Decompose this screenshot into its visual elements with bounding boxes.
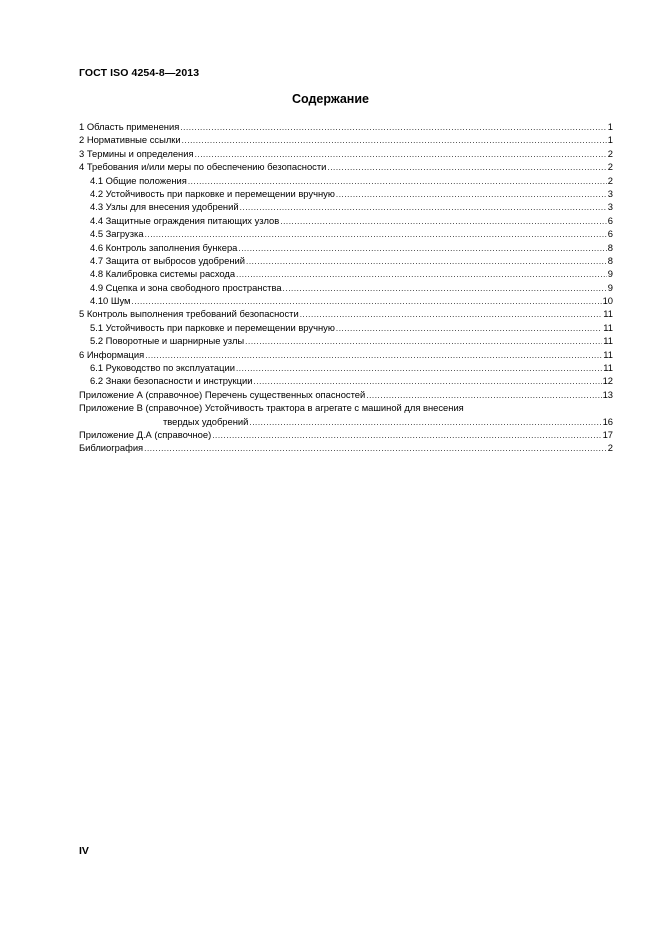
leader-dots bbox=[240, 200, 607, 214]
toc-entry[interactable] bbox=[79, 334, 613, 347]
leader-dots bbox=[238, 241, 606, 255]
leader-dots bbox=[300, 307, 603, 321]
toc-entry-label: 6.2 Знаки безопасности и инструкции bbox=[90, 375, 253, 387]
toc-entry[interactable] bbox=[79, 254, 613, 267]
toc-entry[interactable] bbox=[79, 147, 613, 160]
leader-dots bbox=[145, 227, 607, 241]
toc-entry-label: 4.8 Калибровка системы расхода bbox=[90, 268, 236, 280]
toc-entry-page: 11 bbox=[603, 335, 613, 347]
leader-dots bbox=[188, 174, 607, 188]
toc-entry-label: 4.4 Защитные ограждения питающих узлов bbox=[90, 214, 280, 226]
toc-entry-page: 17 bbox=[602, 428, 613, 440]
toc-entry-page: 11 bbox=[603, 321, 613, 333]
toc-entry-label: 4.2 Устойчивость при парковке и перемещении вручную bbox=[90, 187, 335, 199]
leader-dots bbox=[236, 361, 602, 375]
toc-entry[interactable] bbox=[79, 227, 613, 240]
toc-entry-label: 4.7 Защита от выбросов удобрений bbox=[90, 254, 245, 266]
toc-entry-label: 4.10 Шум bbox=[90, 295, 131, 307]
toc-entry-page: 6 bbox=[607, 214, 613, 226]
toc-entry-label: 4.5 Загрузка bbox=[90, 228, 144, 240]
leader-dots bbox=[180, 120, 606, 134]
toc-entry-page: 8 bbox=[607, 254, 613, 266]
toc-entry[interactable] bbox=[79, 214, 613, 227]
toc-entry-annex-b[interactable] bbox=[79, 401, 613, 428]
toc-entry-page: 11 bbox=[603, 308, 613, 320]
toc-entry-label: 5.2 Поворотные и шарнирные узлы bbox=[90, 335, 245, 347]
toc-entry[interactable] bbox=[79, 294, 613, 307]
leader-dots bbox=[253, 374, 601, 388]
leader-dots bbox=[145, 348, 602, 362]
toc-entry-page: 11 bbox=[603, 348, 613, 360]
toc-entry[interactable] bbox=[79, 374, 613, 387]
toc-entry-page: 12 bbox=[602, 375, 613, 387]
toc-entry[interactable] bbox=[79, 200, 613, 213]
toc-entry-label: Приложение В (справочное) Устойчивость трактора в агрегате с машиной для внесения bbox=[79, 402, 464, 414]
toc-entry-label: 6 Информация bbox=[79, 348, 145, 360]
leader-dots bbox=[249, 415, 601, 429]
toc-entry[interactable] bbox=[79, 133, 613, 146]
leader-dots bbox=[336, 187, 607, 201]
toc-entry[interactable] bbox=[79, 241, 613, 254]
table-of-contents bbox=[79, 120, 613, 455]
toc-entry-label: 6.1 Руководство по эксплуатации bbox=[90, 362, 235, 374]
toc-entry[interactable] bbox=[79, 267, 613, 280]
leader-dots bbox=[131, 294, 601, 308]
leader-dots bbox=[327, 160, 606, 174]
leader-dots bbox=[212, 428, 601, 442]
toc-entry-label: 1 Область применения bbox=[79, 121, 180, 132]
toc-entry-label: 2 Нормативные ссылки bbox=[79, 134, 181, 146]
toc-entry-page: 8 bbox=[607, 241, 613, 253]
toc-entry-page: 2 bbox=[607, 442, 613, 454]
toc-entry[interactable] bbox=[79, 174, 613, 187]
toc-entry-label: 4.6 Контроль заполнения бункера bbox=[90, 241, 238, 253]
leader-dots bbox=[366, 388, 601, 402]
leader-dots bbox=[144, 441, 607, 455]
toc-entry[interactable] bbox=[79, 428, 613, 441]
leader-dots bbox=[336, 321, 602, 335]
document-code: ГОСТ ISO 4254-8—2013 bbox=[79, 67, 200, 79]
toc-entry-label: 4.3 Узлы для внесения удобрений bbox=[90, 201, 239, 213]
toc-entry-page: 2 bbox=[607, 147, 613, 159]
toc-entry-label: Приложение Д.А (справочное) bbox=[79, 428, 212, 440]
toc-entry-page: 3 bbox=[607, 201, 613, 213]
toc-entry-page: 16 bbox=[602, 415, 613, 427]
toc-entry[interactable] bbox=[79, 160, 613, 173]
toc-entry-page: 11 bbox=[603, 362, 613, 374]
leader-dots bbox=[245, 334, 602, 348]
toc-entry-page: 13 bbox=[602, 388, 613, 400]
toc-entry-page: 2 bbox=[607, 161, 613, 173]
toc-entry[interactable] bbox=[79, 441, 613, 454]
toc-title: Содержание bbox=[291, 92, 369, 106]
toc-entry[interactable] bbox=[79, 348, 613, 361]
toc-entry-label-continued: твердых удобрений bbox=[163, 415, 249, 427]
leader-dots bbox=[280, 214, 607, 228]
toc-entry-label: 4.1 Общие положения bbox=[90, 174, 187, 186]
toc-entry-label: Библиография bbox=[79, 442, 144, 454]
leader-dots bbox=[195, 147, 607, 161]
page-number: IV bbox=[79, 845, 89, 857]
toc-entry-label: 4 Требования и/или меры по обеспечению безопасности bbox=[79, 161, 327, 173]
toc-entry-label: 3 Термины и определения bbox=[79, 147, 194, 159]
toc-entry-page: 3 bbox=[607, 187, 613, 199]
toc-entry[interactable] bbox=[79, 307, 613, 320]
toc-entry-page: 1 bbox=[607, 121, 613, 132]
leader-dots bbox=[182, 133, 607, 147]
toc-entry-page: 9 bbox=[607, 268, 613, 280]
toc-entry-label: 5 Контроль выполнения требований безопасности bbox=[79, 308, 299, 320]
toc-entry-page: 2 bbox=[607, 174, 613, 186]
toc-entry[interactable] bbox=[79, 321, 613, 334]
leader-dots bbox=[246, 254, 607, 268]
leader-dots bbox=[283, 281, 607, 295]
toc-entry-label: Приложение А (справочное) Перечень существенных опасностей bbox=[79, 388, 366, 400]
toc-entry-label: 4.9 Сцепка и зона свободного пространства bbox=[90, 281, 282, 293]
toc-entry-page: 9 bbox=[607, 281, 613, 293]
toc-entry-page: 1 bbox=[607, 134, 613, 146]
toc-entry-label: 5.1 Устойчивость при парковке и перемещении вручную bbox=[90, 321, 335, 333]
toc-entry[interactable] bbox=[79, 361, 613, 374]
toc-entry[interactable] bbox=[79, 388, 613, 401]
toc-entry-page: 10 bbox=[602, 295, 613, 307]
toc-entry-page: 6 bbox=[607, 228, 613, 240]
toc-entry[interactable] bbox=[79, 120, 613, 133]
toc-entry[interactable] bbox=[79, 187, 613, 200]
leader-dots bbox=[236, 267, 607, 281]
toc-entry[interactable] bbox=[79, 281, 613, 294]
